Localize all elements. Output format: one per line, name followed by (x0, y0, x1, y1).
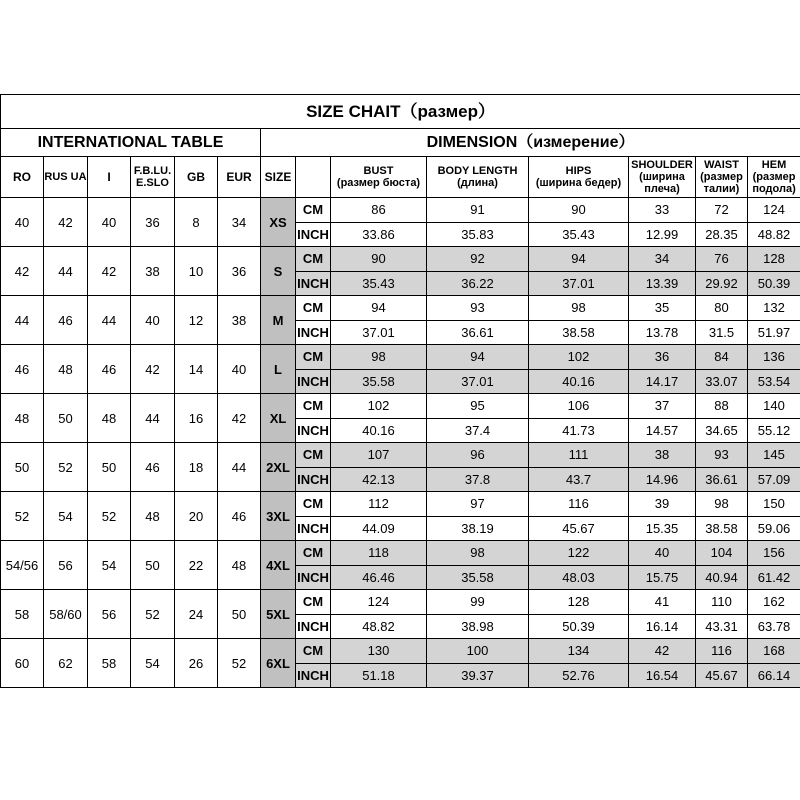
dimension-header: DIMENSION（измерение） (261, 129, 800, 157)
size-row-cm (1, 443, 800, 468)
intl-size-cell: 42 (1, 247, 44, 296)
cm-value-cell: 90 (529, 198, 629, 223)
intl-size-cell: 56 (44, 541, 88, 590)
intl-size-cell: 48 (44, 345, 88, 394)
cm-value-cell: 36 (629, 345, 696, 370)
size-label: 6XL (261, 639, 296, 688)
intl-size-cell: 46 (88, 345, 131, 394)
unit-inch-label: INCH (296, 516, 331, 541)
intl-size-cell: 52 (44, 443, 88, 492)
inch-value-cell: 40.16 (529, 369, 629, 394)
size-row-cm (1, 492, 800, 517)
intl-col-header: F.B.LU. E.SLO (131, 157, 175, 198)
cm-value-cell: 84 (696, 345, 748, 370)
size-row-cm (1, 394, 800, 419)
inch-value-cell: 15.75 (629, 565, 696, 590)
size-label: S (261, 247, 296, 296)
dim-col-name-ru: (ширина бедер) (535, 177, 622, 189)
intl-size-cell: 20 (175, 492, 218, 541)
cm-value-cell: 93 (696, 443, 748, 468)
unit-cm-label: CM (296, 247, 331, 272)
inch-value-cell: 44.09 (331, 516, 427, 541)
cm-value-cell: 132 (748, 296, 800, 321)
cm-value-cell: 94 (331, 296, 427, 321)
cm-value-cell: 41 (629, 590, 696, 615)
unit-cm-label: CM (296, 639, 331, 664)
intl-size-cell: 44 (131, 394, 175, 443)
unit-cm-label: CM (296, 296, 331, 321)
cm-value-cell: 39 (629, 492, 696, 517)
cm-value-cell: 40 (629, 541, 696, 566)
inch-value-cell: 42.13 (331, 467, 427, 492)
dim-col-name: BODY LENGTH (437, 164, 518, 177)
unit-inch-label: INCH (296, 271, 331, 296)
cm-value-cell: 94 (427, 345, 529, 370)
intl-size-cell: 48 (1, 394, 44, 443)
inch-value-cell: 48.82 (748, 222, 800, 247)
intl-size-cell: 58 (88, 639, 131, 688)
intl-size-cell: 48 (131, 492, 175, 541)
cm-value-cell: 86 (331, 198, 427, 223)
cm-value-cell: 110 (696, 590, 748, 615)
inch-value-cell: 35.58 (427, 565, 529, 590)
cm-value-cell: 99 (427, 590, 529, 615)
cm-value-cell: 95 (427, 394, 529, 419)
inch-value-cell: 35.83 (427, 222, 529, 247)
cm-value-cell: 106 (529, 394, 629, 419)
inch-value-cell: 55.12 (748, 418, 800, 443)
intl-size-cell: 54 (131, 639, 175, 688)
intl-size-cell: 48 (218, 541, 261, 590)
intl-size-cell: 52 (1, 492, 44, 541)
intl-size-cell: 48 (88, 394, 131, 443)
cm-value-cell: 150 (748, 492, 800, 517)
intl-size-cell: 26 (175, 639, 218, 688)
intl-size-cell: 38 (131, 247, 175, 296)
dim-col-name: HEM (761, 158, 787, 171)
inch-value-cell: 51.97 (748, 320, 800, 345)
inch-value-cell: 37.8 (427, 467, 529, 492)
cm-value-cell: 124 (748, 198, 800, 223)
intl-size-cell: 50 (1, 443, 44, 492)
cm-value-cell: 134 (529, 639, 629, 664)
cm-value-cell: 98 (331, 345, 427, 370)
cm-value-cell: 102 (529, 345, 629, 370)
dim-col-name-ru: (размер подола) (752, 170, 796, 196)
cm-value-cell: 72 (696, 198, 748, 223)
cm-value-cell: 37 (629, 394, 696, 419)
size-row-cm (1, 541, 800, 566)
inch-value-cell: 36.61 (696, 467, 748, 492)
inch-value-cell: 43.31 (696, 614, 748, 639)
unit-inch-label: INCH (296, 663, 331, 688)
cm-value-cell: 90 (331, 247, 427, 272)
inch-value-cell: 61.42 (748, 565, 800, 590)
dim-col-name-ru: (размер бюста) (336, 177, 421, 189)
cm-value-cell: 98 (529, 296, 629, 321)
inch-value-cell: 51.18 (331, 663, 427, 688)
inch-value-cell: 36.22 (427, 271, 529, 296)
cm-value-cell: 124 (331, 590, 427, 615)
intl-size-cell: 38 (218, 296, 261, 345)
inch-value-cell: 31.5 (696, 320, 748, 345)
dim-col-header (331, 157, 427, 198)
cm-value-cell: 88 (696, 394, 748, 419)
inch-value-cell: 37.4 (427, 418, 529, 443)
international-table-header: INTERNATIONAL TABLE (1, 129, 261, 157)
cm-value-cell: 130 (331, 639, 427, 664)
cm-value-cell: 102 (331, 394, 427, 419)
intl-size-cell: 36 (218, 247, 261, 296)
inch-value-cell: 39.37 (427, 663, 529, 688)
inch-value-cell: 33.07 (696, 369, 748, 394)
inch-value-cell: 66.14 (748, 663, 800, 688)
unit-inch-label: INCH (296, 467, 331, 492)
dim-col-name: BUST (363, 164, 394, 177)
cm-value-cell: 97 (427, 492, 529, 517)
intl-size-cell: 18 (175, 443, 218, 492)
inch-value-cell: 14.17 (629, 369, 696, 394)
dim-col-name: SHOULDER (631, 158, 693, 171)
inch-value-cell: 53.54 (748, 369, 800, 394)
inch-value-cell: 43.7 (529, 467, 629, 492)
inch-value-cell: 38.19 (427, 516, 529, 541)
cm-value-cell: 92 (427, 247, 529, 272)
inch-value-cell: 14.57 (629, 418, 696, 443)
cm-value-cell: 104 (696, 541, 748, 566)
cm-value-cell: 162 (748, 590, 800, 615)
inch-value-cell: 35.43 (331, 271, 427, 296)
cm-value-cell: 136 (748, 345, 800, 370)
dim-col-header (529, 157, 629, 198)
size-label: M (261, 296, 296, 345)
intl-size-cell: 8 (175, 198, 218, 247)
inch-value-cell: 45.67 (696, 663, 748, 688)
intl-size-cell: 16 (175, 394, 218, 443)
inch-value-cell: 57.09 (748, 467, 800, 492)
intl-size-cell: 44 (1, 296, 44, 345)
chart-title: SIZE CHAIT（размер） (1, 95, 800, 129)
cm-value-cell: 33 (629, 198, 696, 223)
cm-value-cell: 34 (629, 247, 696, 272)
cm-value-cell: 107 (331, 443, 427, 468)
cm-value-cell: 128 (529, 590, 629, 615)
intl-size-cell: 46 (218, 492, 261, 541)
size-row-cm (1, 247, 800, 272)
inch-value-cell: 37.01 (529, 271, 629, 296)
cm-value-cell: 98 (696, 492, 748, 517)
size-label: 2XL (261, 443, 296, 492)
intl-col-header: EUR (218, 157, 261, 198)
intl-size-cell: 52 (88, 492, 131, 541)
inch-value-cell: 28.35 (696, 222, 748, 247)
inch-value-cell: 36.61 (427, 320, 529, 345)
inch-value-cell: 41.73 (529, 418, 629, 443)
unit-cm-label: CM (296, 198, 331, 223)
inch-value-cell: 16.14 (629, 614, 696, 639)
intl-size-cell: 58 (1, 590, 44, 639)
cm-value-cell: 98 (427, 541, 529, 566)
inch-value-cell: 50.39 (529, 614, 629, 639)
intl-size-cell: 46 (44, 296, 88, 345)
intl-size-cell: 56 (88, 590, 131, 639)
cm-value-cell: 100 (427, 639, 529, 664)
intl-size-cell: 46 (1, 345, 44, 394)
unit-inch-label: INCH (296, 565, 331, 590)
inch-value-cell: 48.82 (331, 614, 427, 639)
inch-value-cell: 45.67 (529, 516, 629, 541)
cm-value-cell: 93 (427, 296, 529, 321)
intl-size-cell: 14 (175, 345, 218, 394)
inch-value-cell: 48.03 (529, 565, 629, 590)
inch-value-cell: 50.39 (748, 271, 800, 296)
inch-value-cell: 34.65 (696, 418, 748, 443)
inch-value-cell: 38.58 (696, 516, 748, 541)
unit-inch-label: INCH (296, 320, 331, 345)
cm-value-cell: 118 (331, 541, 427, 566)
dim-col-header (629, 157, 696, 198)
intl-size-cell: 54 (88, 541, 131, 590)
intl-size-cell: 44 (44, 247, 88, 296)
size-col-header: SIZE (261, 157, 296, 198)
cm-value-cell: 112 (331, 492, 427, 517)
inch-value-cell: 33.86 (331, 222, 427, 247)
intl-col-header: GB (175, 157, 218, 198)
unit-inch-label: INCH (296, 614, 331, 639)
intl-size-cell: 54 (44, 492, 88, 541)
size-chart-table (0, 94, 800, 688)
intl-size-cell: 10 (175, 247, 218, 296)
size-label: L (261, 345, 296, 394)
inch-value-cell: 15.35 (629, 516, 696, 541)
dim-col-name-ru: (размер талии) (700, 170, 743, 196)
size-row-cm (1, 590, 800, 615)
cm-value-cell: 140 (748, 394, 800, 419)
cm-value-cell: 122 (529, 541, 629, 566)
size-label: 3XL (261, 492, 296, 541)
inch-value-cell: 35.43 (529, 222, 629, 247)
size-label: 5XL (261, 590, 296, 639)
size-row-cm (1, 345, 800, 370)
cm-value-cell: 168 (748, 639, 800, 664)
intl-size-cell: 52 (131, 590, 175, 639)
size-label: XL (261, 394, 296, 443)
dim-col-name-ru: (ширина плеча) (639, 170, 685, 196)
unit-cm-label: CM (296, 443, 331, 468)
inch-value-cell: 38.98 (427, 614, 529, 639)
cm-value-cell: 38 (629, 443, 696, 468)
intl-size-cell: 22 (175, 541, 218, 590)
dim-col-header (696, 157, 748, 198)
inch-value-cell: 13.39 (629, 271, 696, 296)
size-label: 4XL (261, 541, 296, 590)
intl-size-cell: 12 (175, 296, 218, 345)
cm-value-cell: 35 (629, 296, 696, 321)
unit-cm-label: CM (296, 345, 331, 370)
cm-value-cell: 156 (748, 541, 800, 566)
unit-inch-label: INCH (296, 418, 331, 443)
intl-col-header: I (88, 157, 131, 198)
intl-size-cell: 36 (131, 198, 175, 247)
inch-value-cell: 29.92 (696, 271, 748, 296)
intl-size-cell: 42 (218, 394, 261, 443)
cm-value-cell: 96 (427, 443, 529, 468)
unit-cm-label: CM (296, 541, 331, 566)
unit-inch-label: INCH (296, 369, 331, 394)
dim-col-name-ru: (длина) (457, 177, 498, 189)
intl-size-cell: 40 (218, 345, 261, 394)
inch-value-cell: 38.58 (529, 320, 629, 345)
intl-size-cell: 40 (131, 296, 175, 345)
dim-col-name: WAIST (704, 158, 739, 171)
inch-value-cell: 59.06 (748, 516, 800, 541)
intl-size-cell: 50 (88, 443, 131, 492)
cm-value-cell: 80 (696, 296, 748, 321)
inch-value-cell: 37.01 (331, 320, 427, 345)
intl-size-cell: 34 (218, 198, 261, 247)
cm-value-cell: 128 (748, 247, 800, 272)
intl-size-cell: 50 (131, 541, 175, 590)
inch-value-cell: 35.58 (331, 369, 427, 394)
intl-col-header: RO (1, 157, 44, 198)
unit-inch-label: INCH (296, 222, 331, 247)
size-row-cm (1, 198, 800, 223)
cm-value-cell: 116 (529, 492, 629, 517)
intl-size-cell: 46 (131, 443, 175, 492)
cm-value-cell: 111 (529, 443, 629, 468)
intl-size-cell: 52 (218, 639, 261, 688)
size-row-cm (1, 639, 800, 664)
inch-value-cell: 52.76 (529, 663, 629, 688)
intl-size-cell: 44 (88, 296, 131, 345)
intl-size-cell: 62 (44, 639, 88, 688)
inch-value-cell: 16.54 (629, 663, 696, 688)
cm-value-cell: 116 (696, 639, 748, 664)
size-label: XS (261, 198, 296, 247)
dim-col-name: HIPS (565, 164, 592, 177)
intl-size-cell: 54/56 (1, 541, 44, 590)
cm-value-cell: 94 (529, 247, 629, 272)
unit-cm-label: CM (296, 590, 331, 615)
inch-value-cell: 13.78 (629, 320, 696, 345)
intl-size-cell: 42 (131, 345, 175, 394)
intl-size-cell: 42 (44, 198, 88, 247)
inch-value-cell: 37.01 (427, 369, 529, 394)
intl-size-cell: 40 (88, 198, 131, 247)
inch-value-cell: 14.96 (629, 467, 696, 492)
intl-size-cell: 42 (88, 247, 131, 296)
inch-value-cell: 12.99 (629, 222, 696, 247)
intl-size-cell: 24 (175, 590, 218, 639)
cm-value-cell: 145 (748, 443, 800, 468)
intl-size-cell: 60 (1, 639, 44, 688)
cm-value-cell: 42 (629, 639, 696, 664)
unit-cm-label: CM (296, 394, 331, 419)
unit-col-header (296, 157, 331, 198)
intl-size-cell: 44 (218, 443, 261, 492)
intl-size-cell: 50 (44, 394, 88, 443)
intl-col-header: RUS UA (44, 157, 88, 198)
dim-col-header (748, 157, 800, 198)
cm-value-cell: 91 (427, 198, 529, 223)
size-row-cm (1, 296, 800, 321)
intl-size-cell: 40 (1, 198, 44, 247)
dim-col-header (427, 157, 529, 198)
inch-value-cell: 46.46 (331, 565, 427, 590)
intl-size-cell: 50 (218, 590, 261, 639)
intl-size-cell: 58/60 (44, 590, 88, 639)
unit-cm-label: CM (296, 492, 331, 517)
cm-value-cell: 76 (696, 247, 748, 272)
inch-value-cell: 40.94 (696, 565, 748, 590)
inch-value-cell: 40.16 (331, 418, 427, 443)
inch-value-cell: 63.78 (748, 614, 800, 639)
